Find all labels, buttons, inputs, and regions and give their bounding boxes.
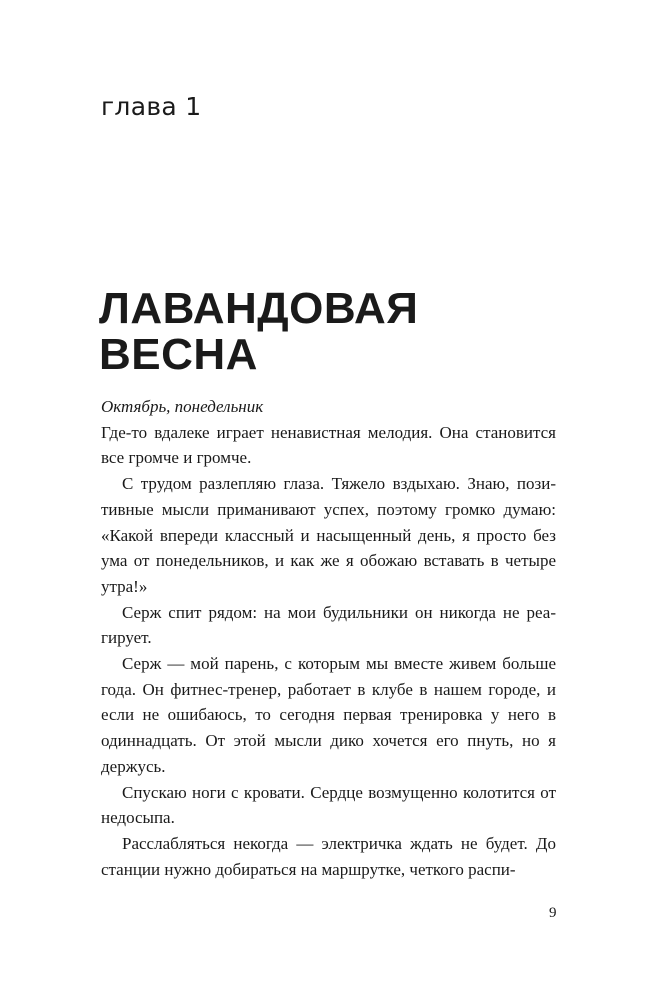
chapter-title-line-2: ВЕСНА (99, 330, 258, 379)
page-number: 9 (549, 905, 557, 921)
paragraph: С трудом разлепляю глаза. Тяжело вздыхаю. Знаю, позитивные мысли приманивают успех, поэтому громко думаю: «Какой впереди классный и насыщенный день, я просто без ума от понедельников, и как же я обожаю вставать в четыре утра!» (101, 474, 556, 596)
paragraph: Расслабляться некогда — электричка ждать не будет. До станции нужно добираться на маршрутке, четкого распи- (101, 833, 556, 879)
paragraph: Серж спит рядом: на мои будильники он никогда не реагирует. (101, 602, 556, 648)
dateline: Октябрь, понедельник (101, 397, 264, 416)
chapter-title-line-1: ЛАВАНДОВАЯ (99, 284, 419, 333)
paragraph: Спускаю ноги с кровати. Сердце возмущенно колотится от недосыпа. (101, 782, 556, 828)
paragraph: Где-то вдалеке играет ненавистная мелодия. Она становится все громче и громче. (101, 422, 556, 468)
chapter-title (99, 286, 579, 378)
chapter-label: глава 1 (101, 92, 202, 121)
paragraph: Серж — мой парень, с которым мы вместе живем больше года. Он фитнес-тренер, работает в клубе в нашем городе, и если не ошибаюсь, то сегодня первая тренировка у него в одиннадцать. От этой мысли дико хочется его пнуть, но я держусь. (101, 654, 556, 776)
body-text (101, 394, 556, 882)
